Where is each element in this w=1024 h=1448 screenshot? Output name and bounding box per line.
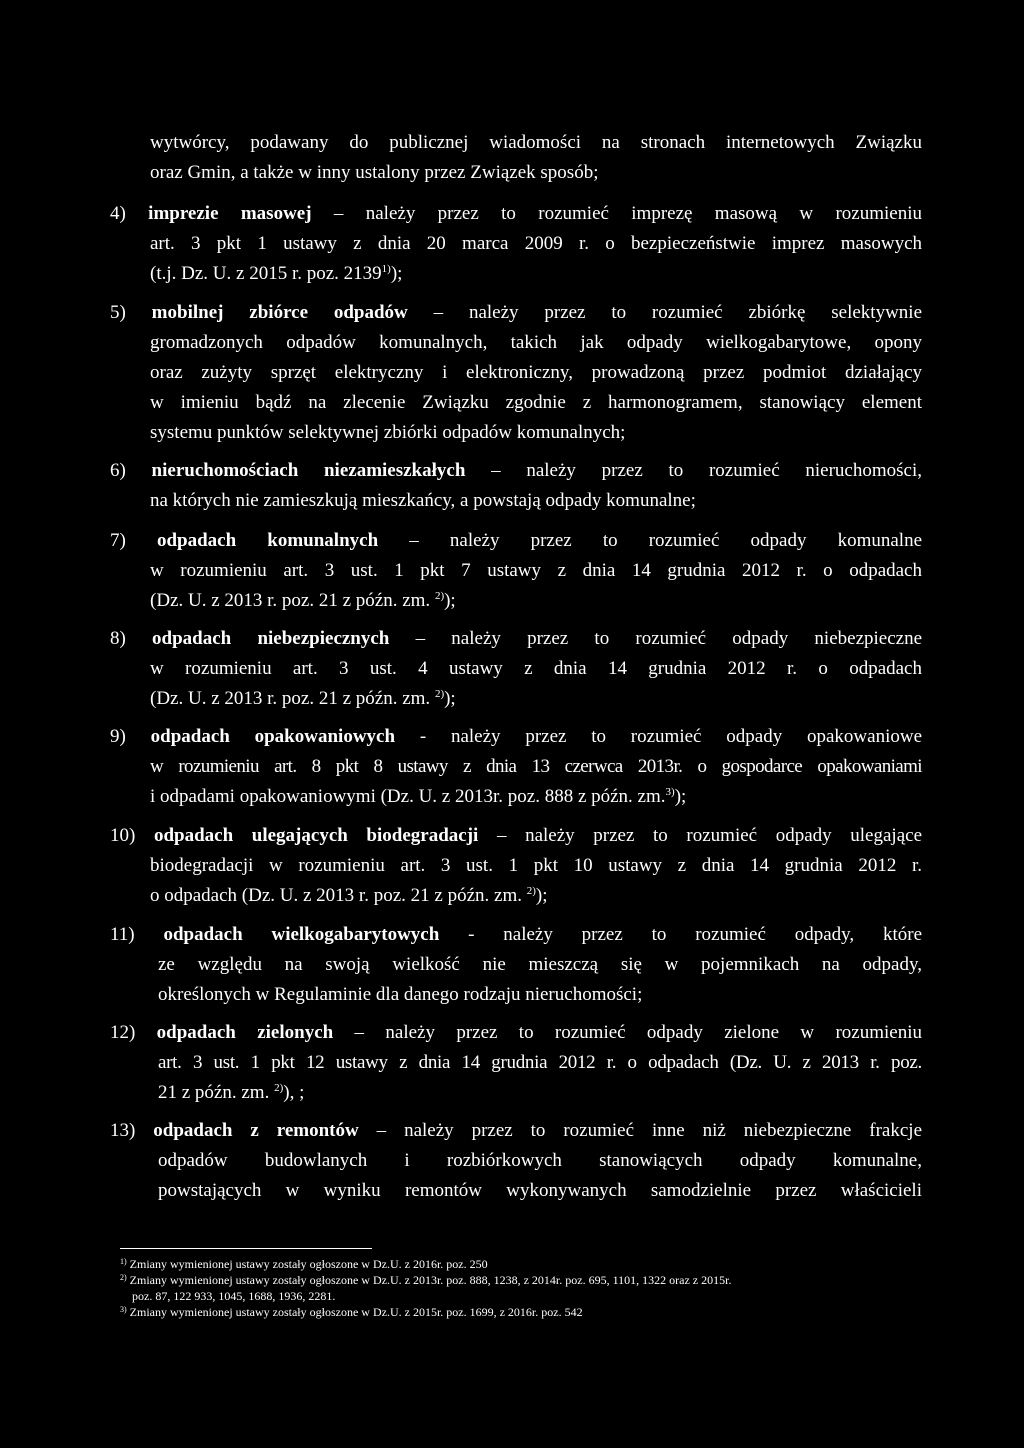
footnote-ref[interactable]: 2)	[274, 1082, 284, 1094]
text-line	[110, 920, 922, 950]
defined-term: odpadach wielkogabarytowych	[163, 924, 440, 945]
definition-text: – należy przez to rozumieć odpady komunalne	[378, 530, 923, 551]
text-line: w imieniu bądź na zlecenie Związku zgodnie z harmonogramem, stanowiący element	[150, 392, 922, 413]
definition-text: – należy przez to rozumieć odpady ulegające	[478, 825, 923, 846]
item-number: 5)	[110, 302, 126, 323]
definition-item-4	[110, 199, 922, 289]
footnote-2-continued: poz. 87, 122 933, 1045, 1688, 1936, 2281.	[132, 1289, 336, 1303]
definition-text: (Dz. U. z 2013 r. poz. 21 z późn. zm.	[150, 590, 435, 611]
definition-text: o odpadach (Dz. U. z 2013 r. poz. 21 z późn. zm.	[150, 885, 527, 906]
definition-text: );	[444, 688, 456, 709]
text-line: ze względu na swoją wielkość nie mieszczą się w pojemnikach na odpady,	[158, 954, 922, 975]
definition-item-9	[110, 722, 922, 812]
definition-text: – należy przez to rozumieć nieruchomości,	[465, 460, 922, 481]
text-line: gromadzonych odpadów komunalnych, takich jak odpady wielkogabarytowe, opony	[150, 332, 922, 353]
definition-text: );	[535, 885, 548, 906]
item-number: 6)	[110, 460, 126, 481]
text-line	[150, 684, 922, 714]
definition-text: – należy przez to rozumieć inne niż niebezpieczne frakcje	[358, 1120, 923, 1141]
footnote-ref[interactable]: 1)	[381, 263, 391, 275]
defined-term: odpadach opakowaniowych	[150, 726, 396, 747]
item-number: 7)	[110, 530, 126, 551]
text-line: oraz zużyty sprzęt elektryczny i elektroniczny, prowadzoną przez podmiot działający	[150, 362, 922, 383]
text-line: wytwórcy, podawany do publicznej wiadomości na stronach internetowych Związku	[150, 132, 922, 153]
footnote-text: Zmiany wymienionej ustawy zostały ogłoszone w Dz.U. z 2015r. poz. 1699, z 2016r. poz. 542	[126, 1305, 583, 1319]
text-line: powstających w wyniku remontów wykonywanych samodzielnie przez właścicieli	[158, 1180, 922, 1201]
text-line: w rozumieniu art. 3 ust. 1 pkt 7 ustawy z dnia 14 grudnia 2012 r. o odpadach	[150, 560, 922, 581]
text-line	[150, 586, 922, 616]
text-line	[150, 881, 922, 911]
definition-text: – należy przez to rozumieć odpady zielone w rozumieniu	[333, 1022, 922, 1043]
text-line	[110, 1018, 922, 1048]
text-line: biodegradacji w rozumieniu art. 3 ust. 1 pkt 10 ustawy z dnia 14 grudnia 2012 r.	[150, 855, 922, 876]
text-line: oraz Gmin, a także w inny ustalony przez Związek sposób;	[150, 162, 599, 183]
footnote-mark: 1)	[120, 1257, 127, 1266]
footnote-ref[interactable]: 3)	[665, 786, 675, 798]
text-line: w rozumieniu art. 3 ust. 4 ustawy z dnia 14 grudnia 2012 r. o odpadach	[150, 658, 922, 679]
defined-term: odpadach zielonych	[156, 1022, 334, 1043]
definition-item-6	[110, 456, 922, 516]
text-line	[110, 1116, 922, 1146]
definition-text: );	[390, 263, 403, 284]
defined-term: odpadach komunalnych	[156, 530, 379, 551]
defined-term: odpadach niebezpiecznych	[152, 628, 390, 649]
text-line	[110, 526, 922, 556]
text-line	[158, 1078, 922, 1108]
defined-term: odpadach z remontów	[153, 1120, 359, 1141]
definition-text: );	[674, 786, 687, 807]
footnote-ref[interactable]: 2)	[434, 688, 445, 700]
text-line: art. 3 ust. 1 pkt 12 ustawy z dnia 14 grudnia 2012 r. o odpadach (Dz. U. z 2013 r. poz.	[158, 1052, 922, 1073]
definition-text: (Dz. U. z 2013 r. poz. 21 z późn. zm.	[150, 688, 435, 709]
footnote-text: Zmiany wymienionej ustawy zostały ogłoszone w Dz.U. z 2016r. poz. 250	[126, 1257, 488, 1271]
definition-text: (t.j. Dz. U. z 2015 r. poz. 2139	[150, 263, 382, 284]
definition-text: 21 z późn. zm.	[158, 1082, 275, 1103]
text-line: odpadów budowlanych i rozbiórkowych stanowiących odpady komunalne,	[158, 1150, 922, 1171]
footnote-mark: 2)	[120, 1273, 127, 1282]
definition-item-11	[110, 920, 922, 1010]
definition-text: - należy przez to rozumieć odpady opakowaniowe	[395, 726, 923, 747]
definition-text: );	[444, 590, 456, 611]
text-line	[110, 821, 922, 851]
text-line	[110, 624, 922, 654]
item-number: 9)	[110, 726, 126, 747]
definition-item-12	[110, 1018, 922, 1108]
text-line	[110, 298, 922, 328]
definition-item-10	[110, 821, 922, 911]
text-line	[150, 782, 922, 812]
definition-item-13	[110, 1116, 922, 1206]
footnote-text: Zmiany wymienionej ustawy zostały ogłoszone w Dz.U. z 2013r. poz. 888, 1238, z 2014r. poz. 695, 1101, 1322 oraz z 2015r.	[126, 1273, 732, 1287]
footnote-1	[120, 1256, 932, 1272]
item-number: 13)	[110, 1120, 136, 1141]
definition-item-7	[110, 526, 922, 616]
text-line: w rozumieniu art. 8 pkt 8 ustawy z dnia 13 czerwca 2013r. o gospodarce opakowaniami	[150, 756, 922, 777]
defined-term: mobilnej zbiórce odpadów	[151, 302, 408, 323]
definition-item-8	[110, 624, 922, 714]
text-line: na których nie zamieszkują mieszkańcy, a powstają odpady komunalne;	[150, 490, 696, 511]
defined-term: nieruchomościach niezamieszkałych	[151, 460, 466, 481]
item-number: 12)	[110, 1022, 136, 1043]
definition-text: i odpadami opakowaniowymi (Dz. U. z 2013r. poz. 888 z późn. zm.	[150, 786, 666, 807]
definition-text: ), ;	[283, 1082, 305, 1103]
text-line	[110, 456, 922, 486]
text-line: systemu punktów selektywnej zbiórki odpadów komunalnych;	[150, 422, 626, 443]
text-line: art. 3 pkt 1 ustawy z dnia 20 marca 2009 r. o bezpieczeństwie imprez masowych	[150, 233, 922, 254]
item-number: 4)	[110, 203, 126, 224]
footnote-mark: 3)	[120, 1305, 127, 1314]
defined-term: imprezie masowej	[148, 203, 312, 224]
definition-item-5	[110, 298, 922, 448]
footnote-separator	[120, 1248, 372, 1249]
definition-text: – należy przez to rozumieć imprezę masową w rozumieniu	[311, 203, 922, 224]
defined-term: odpadach ulegających biodegradacji	[153, 825, 479, 846]
definition-text: – należy przez to rozumieć odpady niebezpieczne	[389, 628, 923, 649]
footnote-2	[120, 1272, 932, 1288]
footnote-3	[120, 1304, 932, 1320]
definition-text: - należy przez to rozumieć odpady, które	[439, 924, 923, 945]
footnote-ref[interactable]: 2)	[434, 590, 445, 602]
text-line	[110, 199, 922, 229]
item-number: 8)	[110, 628, 126, 649]
definition-text: – należy przez to rozumieć zbiórkę selektywnie	[407, 302, 923, 323]
item-number: 10)	[110, 825, 136, 846]
text-line: określonych w Regulaminie dla danego rodzaju nieruchomości;	[158, 984, 643, 1005]
item-number: 11)	[110, 924, 135, 945]
text-line	[110, 722, 922, 752]
footnote-ref[interactable]: 2)	[526, 885, 536, 897]
text-line	[150, 259, 922, 289]
footnotes	[120, 1256, 932, 1320]
continuation-paragraph	[150, 128, 922, 188]
